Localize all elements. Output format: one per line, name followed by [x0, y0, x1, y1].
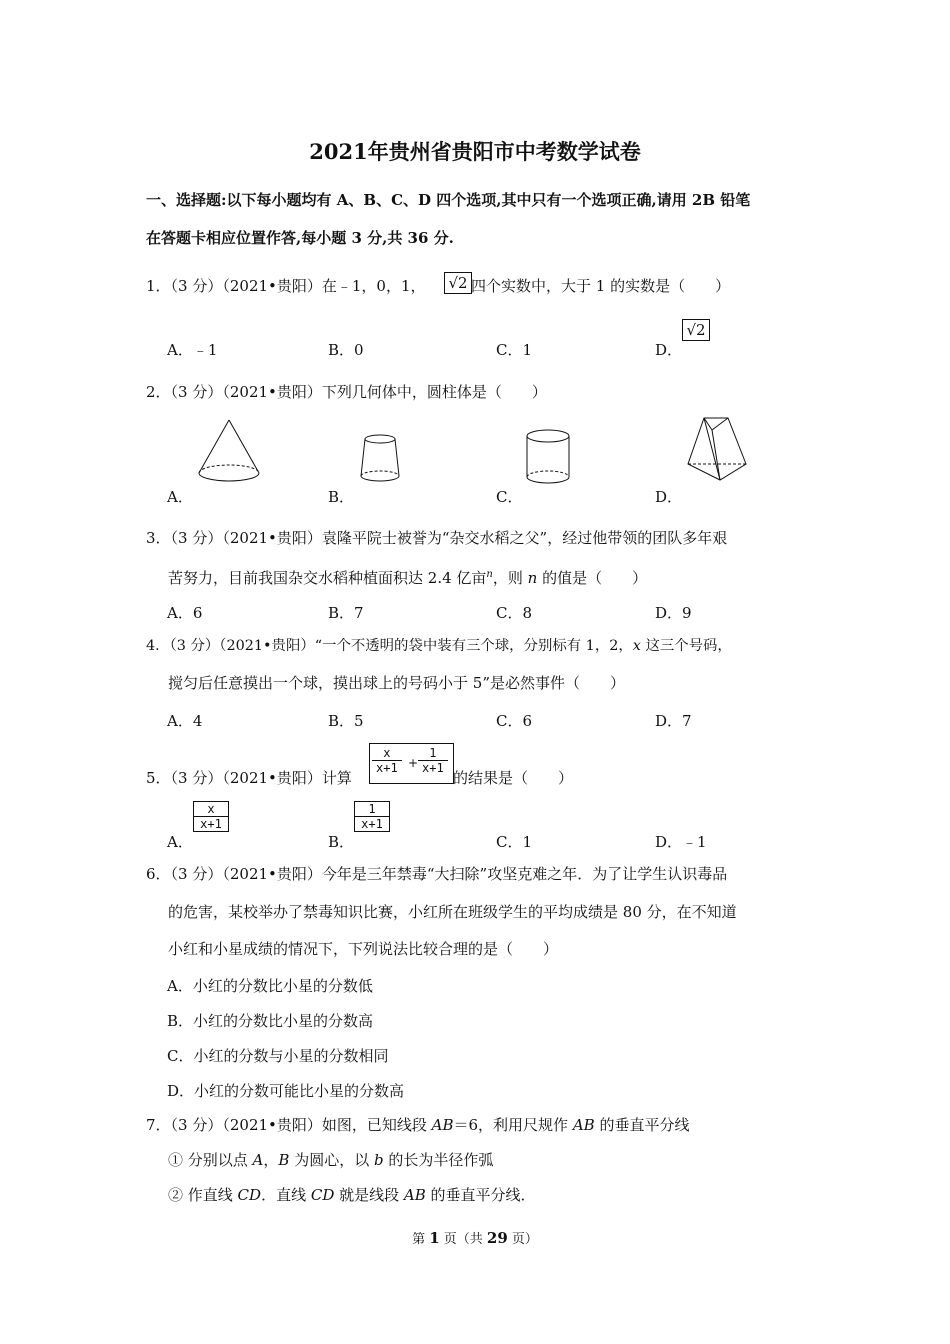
q1-sqrt-box	[444, 272, 472, 294]
q1-stem-a: 1．（3 分）（2021•贵阳）在﹣1，0，1，	[146, 277, 426, 295]
q7-line1-c: 的垂直平分线	[594, 1116, 690, 1134]
q5-option-a: A．	[167, 833, 193, 851]
q6-option-b: B．小红的分数比小星的分数高	[167, 1012, 374, 1030]
q5-option-b-den: x+1	[361, 817, 383, 831]
q7-line2-a: ① 分别以点	[168, 1151, 253, 1169]
q3-var-n: n	[527, 569, 538, 587]
q2-option-a: A．	[167, 488, 193, 506]
q6-option-a: A．小红的分数比小星的分数低	[167, 977, 373, 995]
q5-option-b-fraction	[354, 801, 390, 832]
q3-superscript: n	[486, 569, 493, 580]
cylinder-icon	[524, 428, 574, 488]
footer-page-number: 1	[429, 1229, 440, 1247]
q7-line2-c: 为圆心，以	[289, 1151, 374, 1169]
q1-stem-b: 四个实数中，大于 1 的实数是（ ）	[471, 277, 731, 295]
q1-option-c: C．1	[496, 341, 533, 359]
q7-line3-d: 的垂直平分线．	[425, 1186, 536, 1204]
page-footer	[0, 1228, 950, 1247]
q7-line3-a: ② 作直线	[168, 1186, 238, 1204]
q5-num1: x	[383, 746, 391, 760]
q6-line3: 小红和小星成绩的情况下，下列说法比较合理的是（ ）	[168, 940, 559, 958]
q7-line1-b: ＝6，利用尺规作	[453, 1116, 573, 1134]
q1-sqrt: √2	[448, 274, 468, 292]
q1-option-d-sqrt-box	[682, 319, 710, 341]
q7-line3	[168, 1186, 536, 1204]
q5-option-a-fraction	[193, 801, 229, 832]
q7-var-b-point: B	[278, 1151, 290, 1169]
page-title: 2021年贵州省贵阳市中考数学试卷	[309, 139, 641, 164]
q1-option-b: B．0	[328, 341, 364, 359]
q5-expression	[369, 743, 454, 784]
q7-line1	[146, 1116, 689, 1134]
q7-var-ab-1: AB	[431, 1116, 454, 1134]
q4-option-a: A．4	[167, 712, 203, 730]
q7-var-cd-2: CD	[310, 1186, 335, 1204]
q7-var-b: b	[373, 1151, 384, 1169]
q3-line2-c: 的值是（ ）	[537, 569, 648, 587]
q7-line1-a: 7．（3 分）（2021•贵阳）如图，已知线段	[146, 1116, 432, 1134]
cone-icon	[196, 418, 262, 484]
q4-line1	[146, 637, 732, 655]
q5-fraction-2	[418, 746, 448, 775]
q5-stem-a: 5．（3 分）（2021•贵阳）计算	[146, 769, 352, 787]
q5-option-d: D．﹣1	[655, 833, 707, 851]
q5-option-a-den: x+1	[200, 817, 222, 831]
q7-line3-b: ．直线	[261, 1186, 311, 1204]
q3-option-d: D．9	[655, 604, 692, 622]
q4-line1-a: 4．（3 分）（2021•贵阳）“一个不透明的袋中装有三个球，分别标有 1，2，	[146, 638, 633, 654]
q6-line2: 的危害，某校举办了禁毒知识比赛，小红所在班级学生的平均成绩是 80 分，在不知道	[168, 903, 737, 921]
q2-option-d: D．	[655, 488, 683, 506]
q4-option-c: C．6	[496, 712, 533, 730]
q5-stem-b: 的结果是（ ）	[453, 769, 574, 787]
footer-post: 页）	[507, 1232, 538, 1247]
q5-den1: x+1	[376, 761, 398, 775]
q7-var-a: A	[252, 1151, 264, 1169]
q4-option-b: B．5	[328, 712, 364, 730]
q2-stem: 2．（3 分）（2021•贵阳）下列几何体中，圆柱体是（ ）	[146, 383, 547, 401]
q4-line2: 搅匀后任意摸出一个球，摸出球上的号码小于 5”是必然事件（ ）	[168, 674, 625, 692]
q5-option-c: C．1	[496, 833, 533, 851]
q7-line2-b: ，	[263, 1151, 279, 1169]
q3-line2	[168, 566, 647, 587]
q3-line1: 3．（3 分）（2021•贵阳）袁隆平院士被誉为“杂交水稻之父”，经过他带领的团队多年艰	[146, 529, 728, 547]
q6-option-c: C．小红的分数与小星的分数相同	[167, 1047, 389, 1065]
pyramid-icon	[684, 414, 750, 486]
q7-line2-d: 的长为半径作弧	[383, 1151, 494, 1169]
section-header-line2: 在答题卡相应位置作答,每小题 3 分,共 36 分.	[146, 229, 454, 247]
q5-option-a-num: x	[207, 802, 215, 816]
q3-option-c: C．8	[496, 604, 533, 622]
q5-plus: +	[408, 756, 419, 770]
q1-option-d-sqrt: √2	[686, 321, 706, 339]
q3-line2-text: 苦努力，目前我国杂交水稻种植面积达 2.4 亿亩	[168, 569, 487, 587]
q7-line3-c: 就是线段	[334, 1186, 404, 1204]
q5-option-b: B．	[328, 833, 355, 851]
q7-var-cd-1: CD	[237, 1186, 262, 1204]
q3-line2-b: ，则	[492, 569, 528, 587]
q3-option-a: A．6	[167, 604, 203, 622]
footer-pre: 第	[412, 1232, 430, 1247]
frustum-icon	[358, 432, 404, 486]
q6-line1: 6．（3 分）（2021•贵阳）今年是三年禁毒“大扫除”攻坚克难之年．为了让学生认识毒品	[146, 865, 728, 883]
q6-option-d: D．小红的分数可能比小星的分数高	[167, 1082, 405, 1100]
q4-option-d: D．7	[655, 712, 692, 730]
q2-option-b: B．	[328, 488, 355, 506]
q5-den2: x+1	[422, 761, 444, 775]
q5-num2: 1	[429, 746, 437, 760]
q4-line1-b: 这三个号码，	[640, 638, 732, 654]
section-header-line1: 一、选择题:以下每小题均有 A、B、C、D 四个选项,其中只有一个选项正确,请用 2B 铅笔	[146, 191, 751, 209]
q5-option-b-num: 1	[368, 802, 376, 816]
q7-var-ab-2: AB	[572, 1116, 595, 1134]
q1-option-a: A．﹣1	[167, 341, 218, 359]
footer-mid: 页（共	[439, 1232, 487, 1247]
q4-var-x: x	[632, 638, 641, 654]
q2-option-c: C．	[496, 488, 523, 506]
q7-line2	[168, 1151, 493, 1169]
q7-var-ab-3: AB	[403, 1186, 426, 1204]
footer-total-pages: 29	[486, 1229, 508, 1247]
q1-option-d: D．	[655, 341, 683, 359]
q5-fraction-1	[372, 746, 402, 775]
q3-option-b: B．7	[328, 604, 364, 622]
